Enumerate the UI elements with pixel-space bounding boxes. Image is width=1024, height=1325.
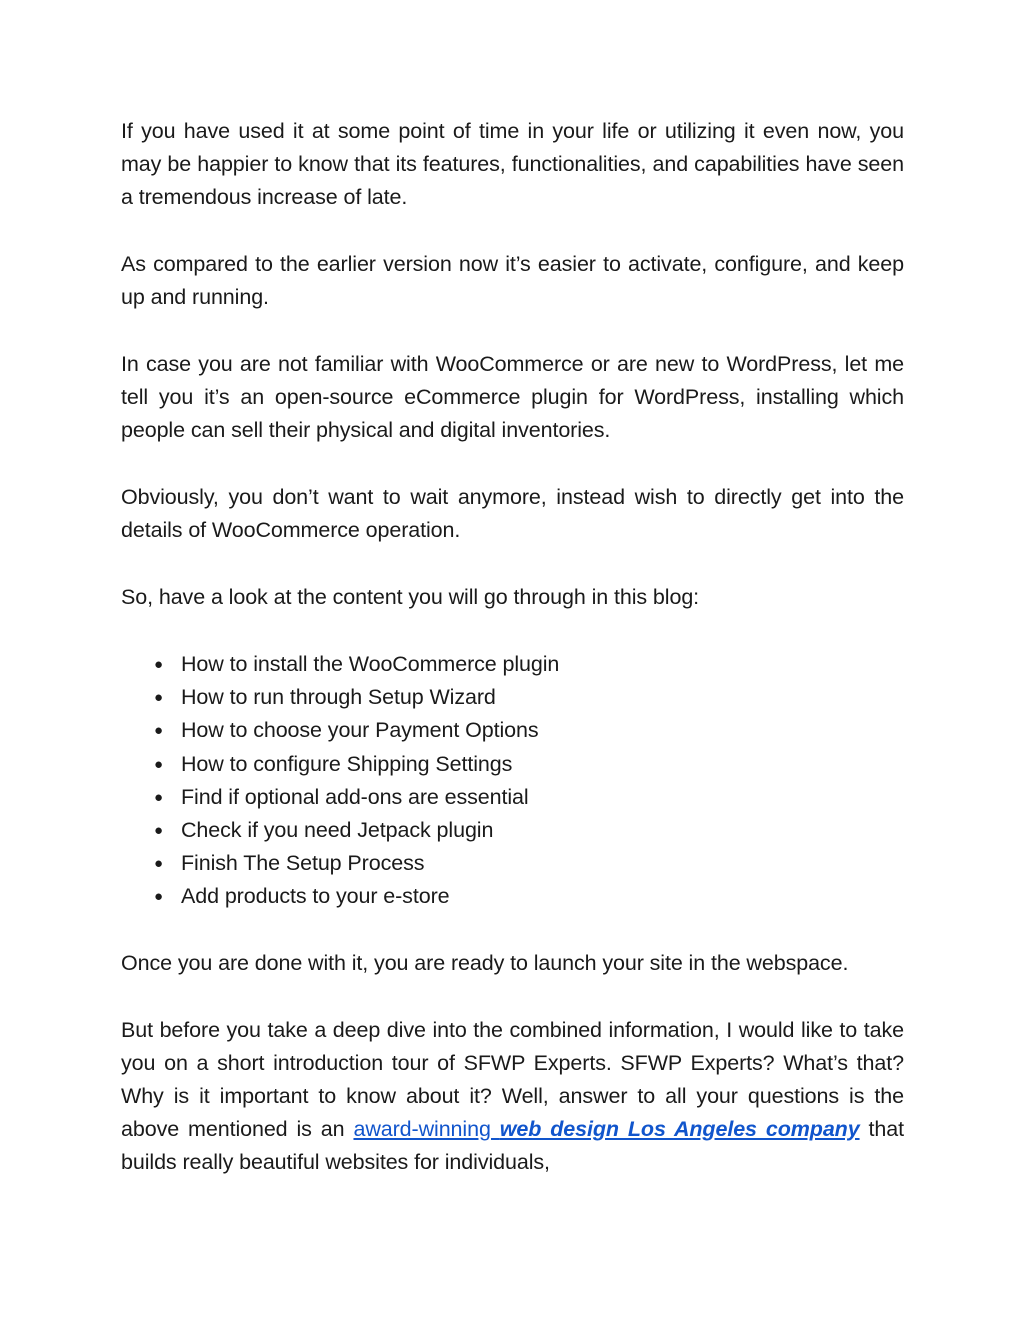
bullet-icon: ● bbox=[154, 822, 163, 840]
paragraph-details: Obviously, you don’t want to wait anymore, instead wish to directly get into the details of WooCommerce operation. bbox=[121, 485, 904, 542]
link-text-plain: award-winning bbox=[353, 1116, 500, 1141]
paragraph-launch: Once you are done with it, you are ready to launch your site in the webspace. bbox=[121, 950, 849, 975]
list-item-text: Add products to your e-store bbox=[181, 884, 450, 909]
list-item bbox=[121, 748, 904, 781]
list-item-text: How to choose your Payment Options bbox=[181, 718, 539, 743]
list-item-text: Find if optional add-ons are essential bbox=[181, 784, 529, 809]
list-item bbox=[121, 681, 904, 714]
list-item bbox=[121, 781, 904, 814]
award-winning-link[interactable] bbox=[353, 1117, 499, 1141]
list-item bbox=[121, 648, 904, 681]
list-item-text: Finish The Setup Process bbox=[181, 851, 425, 876]
list-item bbox=[121, 714, 904, 747]
paragraph-sfwp-intro bbox=[121, 1014, 904, 1179]
bullet-icon: ● bbox=[154, 656, 163, 673]
paragraph-text: But before you take a deep dive into the combined information, I would like to take you on a short introduction tour of SFWP Experts. SFWP Experts? What’s that? Why is it important to know about it? Well, answer to all your questions is the above mentioned is an bbox=[121, 1017, 904, 1141]
bullet-icon: ● bbox=[154, 855, 163, 873]
bullet-icon: ● bbox=[154, 788, 163, 806]
list-item bbox=[121, 847, 904, 880]
bullet-icon: ● bbox=[154, 689, 163, 707]
list-item-text: How to install the WooCommerce plugin bbox=[181, 652, 560, 676]
paragraph-text-tail: that builds really beautiful websites for individuals, bbox=[121, 1116, 904, 1174]
list-item-text: How to configure Shipping Settings bbox=[181, 751, 513, 776]
paragraph-woocommerce-intro: In case you are not familiar with WooCommerce or are new to WordPress, let me tell you it’s an open-source eCommerce plugin for WordPress, installing which people can sell their physical and digital inventories. bbox=[121, 352, 904, 442]
list-item-text: How to run through Setup Wizard bbox=[181, 685, 496, 710]
link-text-bold: web design Los Angeles company bbox=[499, 1116, 860, 1141]
paragraph-intro: If you have used it at some point of time in your life or utilizing it even now, you may be happier to know that its features, functionalities, and capabilities have seen a tremendous increase of late. bbox=[121, 119, 904, 209]
list-item bbox=[121, 814, 904, 847]
list-item bbox=[121, 880, 904, 913]
web-design-los-angeles-link[interactable] bbox=[500, 1117, 860, 1141]
paragraph-comparison: As compared to the earlier version now it’s easier to activate, configure, and keep up and running. bbox=[121, 252, 904, 309]
document-page bbox=[121, 115, 904, 1213]
content-bullet-list bbox=[121, 648, 904, 914]
paragraph-content-lead: So, have a look at the content you will go through in this blog: bbox=[121, 585, 700, 609]
bullet-icon: ● bbox=[154, 722, 163, 740]
list-item-text: Check if you need Jetpack plugin bbox=[181, 818, 494, 843]
bullet-icon: ● bbox=[154, 888, 163, 906]
bullet-icon: ● bbox=[154, 755, 163, 773]
